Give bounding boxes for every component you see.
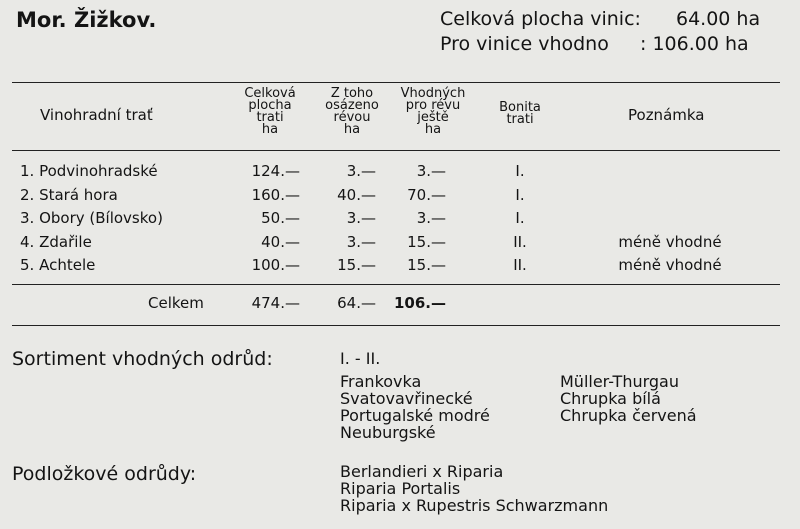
total-area-value: 64.00 ha bbox=[676, 8, 761, 30]
cell-total: 160.— bbox=[251, 185, 300, 204]
cell-quality: II. bbox=[513, 232, 527, 251]
cell-name: 2. Stará hora bbox=[20, 185, 118, 204]
variety-item: Portugalské modré bbox=[340, 406, 490, 425]
cell-quality: I. bbox=[515, 162, 525, 180]
cell-name: 4. Zdařile bbox=[20, 232, 92, 251]
table-bottom-rule bbox=[12, 325, 780, 326]
variety-item: Müller-Thurgau bbox=[560, 372, 679, 391]
rootstock-item: Riparia Portalis bbox=[340, 479, 461, 498]
suitable-area-value: : 106.00 ha bbox=[640, 33, 749, 55]
header-name: Vinohradní trať bbox=[40, 106, 153, 124]
totals-label: Celkem bbox=[148, 294, 204, 312]
cell-note: méně vhodné bbox=[618, 256, 722, 274]
totals-total: 474.— bbox=[251, 294, 300, 312]
cell-suitable: 15.— bbox=[407, 256, 446, 274]
cell-quality: I. bbox=[515, 185, 525, 204]
table-top-rule bbox=[12, 82, 780, 83]
cell-suitable: 15.— bbox=[407, 232, 446, 251]
variety-item: Chrupka bílá bbox=[560, 389, 661, 408]
cell-name: 5. Achtele bbox=[20, 256, 96, 274]
variety-item: Svatovavřinecké bbox=[340, 389, 473, 408]
suitable-area-label: Pro vinice vhodno bbox=[440, 33, 609, 55]
assortment-label: Sortiment vhodných odrůd: bbox=[12, 348, 273, 370]
rootstock-label: Podložkové odrůdy: bbox=[12, 463, 197, 485]
assortment-class: I. - II. bbox=[340, 349, 381, 368]
cell-total: 50.— bbox=[261, 209, 300, 227]
rootstock-item: Berlandieri x Riparia bbox=[340, 462, 504, 481]
table-rows-rule bbox=[12, 284, 780, 285]
header-note: Poznámka bbox=[628, 106, 705, 124]
totals-suitable: 106.— bbox=[393, 294, 446, 312]
rootstock-list bbox=[340, 463, 608, 514]
cell-name: 3. Obory (Bílovsko) bbox=[20, 209, 163, 227]
page-title: Mor. Žižkov. bbox=[16, 8, 157, 32]
header-suitable: Vhodných pro révu ještě ha bbox=[400, 86, 466, 137]
header-planted: Z toho osázeno révou ha bbox=[325, 86, 379, 137]
table-header-rule bbox=[12, 150, 780, 151]
cell-planted: 3.— bbox=[346, 232, 376, 251]
cell-total: 40.— bbox=[261, 232, 300, 251]
header-quality: Bonita trati bbox=[499, 100, 541, 127]
cell-total: 100.— bbox=[251, 256, 300, 274]
cell-suitable: 3.— bbox=[416, 162, 446, 180]
assortment-list-2 bbox=[560, 373, 697, 424]
cell-quality: I. bbox=[515, 209, 525, 227]
totals-planted: 64.— bbox=[337, 294, 376, 312]
cell-suitable: 3.— bbox=[416, 209, 446, 227]
variety-item: Frankovka bbox=[340, 372, 422, 391]
cell-total: 124.— bbox=[251, 162, 300, 180]
cell-name: 1. Podvinohradské bbox=[20, 162, 158, 180]
assortment-list-1 bbox=[340, 373, 490, 441]
cell-planted: 40.— bbox=[337, 185, 376, 204]
cell-planted: 15.— bbox=[337, 256, 376, 274]
variety-item: Chrupka červená bbox=[560, 406, 697, 425]
header-total: Celková plocha trati ha bbox=[244, 86, 296, 137]
variety-item: Neuburgské bbox=[340, 423, 436, 442]
cell-suitable: 70.— bbox=[407, 185, 446, 204]
total-area-label: Celková plocha vinic: bbox=[440, 8, 641, 30]
cell-note: méně vhodné bbox=[618, 232, 722, 251]
cell-planted: 3.— bbox=[346, 162, 376, 180]
rootstock-item: Riparia x Rupestris Schwarzmann bbox=[340, 496, 609, 515]
cell-quality: II. bbox=[513, 256, 527, 274]
cell-planted: 3.— bbox=[346, 209, 376, 227]
